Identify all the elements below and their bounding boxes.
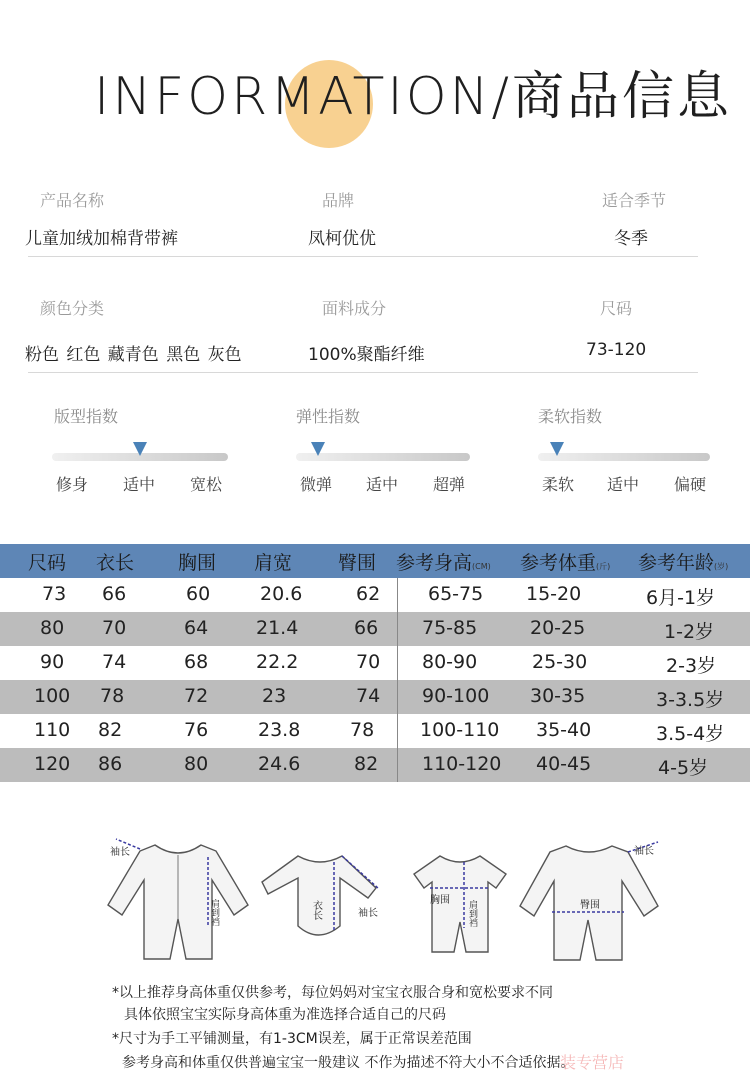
header-height-label: 参考身高	[396, 552, 473, 574]
table-row	[0, 748, 750, 782]
cell-size: 73	[42, 583, 67, 605]
size-table-header	[0, 544, 750, 578]
cell-length: 66	[102, 583, 127, 605]
softness-index-tick-mid: 适中	[607, 475, 640, 494]
sleeve-label: 袖长	[358, 908, 378, 919]
fit-index-tick-low: 修身	[56, 475, 89, 494]
cell-size: 120	[34, 753, 71, 775]
bodysuit-icon	[258, 848, 388, 948]
header-weight	[520, 548, 610, 575]
chest-label: 胸围	[430, 895, 450, 906]
romper-diagram-4	[514, 836, 694, 966]
cell-age: 1-2岁	[664, 621, 715, 643]
cell-weight: 25-30	[532, 651, 588, 673]
fit-index-title: 版型指数	[54, 407, 119, 426]
note-line-3: *尺寸为手工平铺测量，有1-3CM误差，属于正常误差范围	[112, 1031, 472, 1047]
cell-weight: 20-25	[530, 617, 586, 639]
cell-shoulder: 22.2	[256, 651, 299, 673]
cell-weight: 30-35	[530, 685, 586, 707]
length-label: 衣长	[310, 900, 322, 920]
table-row	[0, 646, 750, 680]
cell-chest: 76	[184, 719, 209, 741]
sleeve-label: 袖长	[110, 847, 130, 858]
shoulder-crotch-label: 肩到裆	[209, 899, 219, 926]
cell-height: 75-85	[422, 617, 478, 639]
cell-weight: 40-45	[536, 753, 592, 775]
cell-chest: 64	[184, 617, 209, 639]
product-name-value: 儿童加绒加棉背带裤	[25, 229, 178, 249]
cell-size: 110	[34, 719, 71, 741]
cell-length: 78	[100, 685, 125, 707]
table-column-divider	[397, 578, 398, 782]
table-row	[0, 578, 750, 612]
cell-chest: 60	[186, 583, 211, 605]
romper-back-icon	[514, 836, 694, 966]
elasticity-index-marker	[311, 442, 325, 456]
cell-weight: 15-20	[526, 583, 582, 605]
cell-shoulder: 24.6	[258, 753, 301, 775]
header-weight-label: 参考体重	[520, 552, 597, 574]
cell-length: 74	[102, 651, 127, 673]
cell-length: 70	[102, 617, 127, 639]
header-chest: 胸围	[178, 552, 217, 574]
cell-shoulder: 23	[262, 685, 287, 707]
cell-hip: 66	[354, 617, 379, 639]
elasticity-index-tick-low: 微弹	[300, 475, 333, 494]
table-row	[0, 680, 750, 714]
romper-diagram-1	[100, 835, 250, 965]
brand-value: 凤柯优优	[308, 229, 376, 249]
note-line-2: 具体依照宝宝实际身高体重为准选择合适自己的尺码	[124, 1007, 446, 1023]
note-line-4: 参考身高和体重仅供普遍宝宝一般建议 不作为描述不符大小不合适依据。	[122, 1055, 575, 1071]
header-age-unit: (岁)	[714, 562, 729, 571]
shoulder-crotch-label: 肩到裆	[467, 900, 477, 927]
romper-diagram-3	[410, 848, 510, 958]
header-height-unit: (CM)	[472, 562, 491, 571]
store-watermark: 装专营店	[560, 1053, 625, 1072]
cell-chest: 80	[184, 753, 209, 775]
cell-hip: 70	[356, 651, 381, 673]
sleeve-label: 袖长	[634, 846, 654, 857]
cell-size: 80	[40, 617, 65, 639]
header-weight-unit: (斤)	[596, 562, 611, 571]
cell-hip: 78	[350, 719, 375, 741]
cell-age: 6月-1岁	[646, 587, 716, 609]
divider	[28, 372, 698, 373]
cell-chest: 68	[184, 651, 209, 673]
product-name-label: 产品名称	[40, 191, 105, 210]
note-line-1: *以上推荐身高体重仅供参考，每位妈妈对宝宝衣服合身和宽松要求不同	[112, 985, 553, 1001]
material-value: 100%聚酯纤维	[308, 345, 425, 365]
romper-diagram-2	[258, 848, 388, 948]
cell-height: 65-75	[428, 583, 484, 605]
cell-age: 4-5岁	[658, 757, 709, 779]
elasticity-index-title: 弹性指数	[296, 407, 361, 426]
table-row	[0, 714, 750, 748]
cell-hip: 62	[356, 583, 381, 605]
elasticity-index-tick-mid: 适中	[366, 475, 399, 494]
cell-height: 100-110	[420, 719, 500, 741]
cell-shoulder: 23.8	[258, 719, 301, 741]
softness-index-title: 柔软指数	[538, 407, 603, 426]
size-value: 73-120	[586, 340, 647, 360]
divider	[28, 256, 698, 257]
softness-index-marker	[550, 442, 564, 456]
fit-index-tick-mid: 适中	[123, 475, 156, 494]
brand-label: 品牌	[322, 191, 355, 210]
cell-size: 100	[34, 685, 71, 707]
romper-short-sleeve-icon	[410, 848, 510, 958]
size-label: 尺码	[600, 299, 633, 318]
cell-age: 3-3.5岁	[656, 689, 725, 711]
header-age-label: 参考年龄	[638, 552, 715, 574]
title-section	[0, 40, 750, 150]
color-label: 颜色分类	[40, 299, 105, 318]
softness-index-tick-high: 偏硬	[674, 475, 707, 494]
elasticity-index-tick-high: 超弹	[433, 475, 466, 494]
fit-index-tick-high: 宽松	[190, 475, 223, 494]
cell-length: 82	[98, 719, 123, 741]
header-height	[396, 548, 491, 575]
header-age	[638, 548, 728, 575]
page-title: INFORMATION/商品信息	[94, 67, 733, 127]
cell-hip: 74	[356, 685, 381, 707]
softness-index-tick-low: 柔软	[542, 475, 575, 494]
cell-shoulder: 20.6	[260, 583, 303, 605]
cell-size: 90	[40, 651, 65, 673]
header-hip: 臀围	[338, 552, 377, 574]
material-label: 面料成分	[322, 299, 387, 318]
cell-hip: 82	[354, 753, 379, 775]
cell-age: 2-3岁	[666, 655, 717, 677]
cell-length: 86	[98, 753, 123, 775]
table-row	[0, 612, 750, 646]
cell-height: 90-100	[422, 685, 490, 707]
season-label: 适合季节	[602, 191, 667, 210]
header-shoulder: 肩宽	[254, 552, 293, 574]
cell-height: 80-90	[422, 651, 478, 673]
cell-weight: 35-40	[536, 719, 592, 741]
hip-label: 臀围	[580, 900, 600, 911]
header-size: 尺码	[28, 552, 67, 574]
cell-chest: 72	[184, 685, 209, 707]
season-value: 冬季	[614, 229, 648, 249]
cell-age: 3.5-4岁	[656, 723, 725, 745]
color-value: 粉色 红色 藏青色 黑色 灰色	[25, 345, 242, 365]
fit-index-marker	[133, 442, 147, 456]
cell-height: 110-120	[422, 753, 502, 775]
header-length: 衣长	[96, 552, 135, 574]
romper-long-sleeve-icon	[100, 835, 250, 965]
cell-shoulder: 21.4	[256, 617, 299, 639]
